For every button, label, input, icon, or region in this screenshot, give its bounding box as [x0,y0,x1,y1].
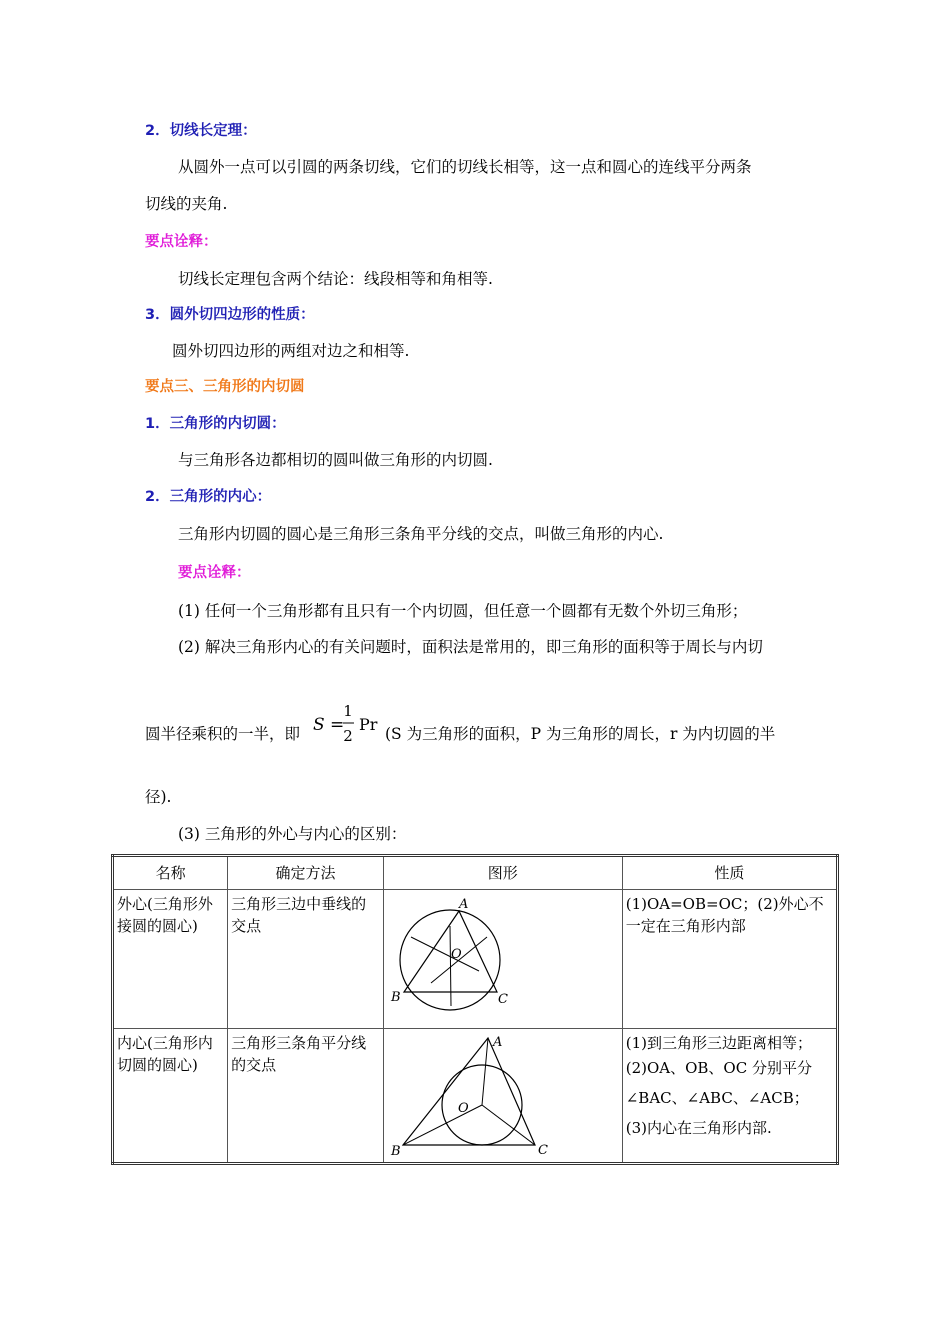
triangle-abc [403,1038,535,1145]
formula-numerator: 1 [343,702,353,720]
note-item-3: (3) 三角形的外心与内心的区别： [178,825,407,843]
incenter-title: 2．三角形的内心： [145,489,272,505]
section-2-body-line1: 从圆外一点可以引圆的两条切线，它们的切线长相等，这一点和圆心的连线平分两条 [178,158,752,176]
label-b: B [390,990,401,1005]
table-row [113,1029,838,1164]
note-2-title: 要点诠释： [178,565,251,581]
label-b: B [390,1144,401,1156]
circumcenter-figure-cell [383,890,622,1029]
area-formula [311,697,383,757]
incenter-property-line1: (1)到三角形三边距离相等； [625,1034,812,1052]
section-3-body: 圆外切四边形的两组对边之和相等. [172,342,410,360]
formula-denominator: 2 [343,727,353,745]
header-method: 确定方法 [228,856,384,890]
circumcenter-method: 三角形三边中垂线的交点 [228,890,384,1029]
bisector-c [482,1105,535,1145]
note-item-1: (1) 任何一个三角形都有且只有一个内切圆，但任意一个圆都有无数个外切三角形； [178,602,748,620]
note-item-2-line3: 径). [145,788,172,806]
incenter-property-line3: ∠BAC、∠ABC、∠ACB； [625,1089,809,1107]
perp-bisector-bc [450,926,451,1006]
note-item-2-line1: (2) 解决三角形内心的有关问题时，面积法是常用的，即三角形的面积等于周长与内切 [178,638,763,656]
incenter-figure-cell [383,1029,622,1164]
note-1-title: 要点诠释： [145,234,218,250]
section-3-title: 3．圆外切四边形的性质： [145,307,315,323]
label-a: A [458,897,469,912]
label-c: C [497,992,508,1007]
bisector-a [482,1038,488,1105]
incenter-property-line4: (3)内心在三角形内部. [625,1119,772,1137]
note-item-2-line2-pre: 圆半径乘积的一半，即 [145,725,301,743]
incenter-property [622,1029,837,1164]
header-name: 名称 [113,856,228,890]
label-c: C [537,1143,548,1156]
note-item-2-line2-post: (S 为三角形的面积，P 为三角形的周长，r 为内切圆的半 [385,725,776,743]
label-o: O [457,1101,469,1116]
table-row [113,890,838,1029]
circumcenter-diagram [387,893,613,1017]
section-2-body-line2: 切线的夹角. [145,195,228,213]
incenter-diagram [387,1032,613,1156]
incenter-name: 内心(三角形内切圆的圆心) [113,1029,228,1164]
incenter-body: 三角形内切圆的圆心是三角形三条角平分线的交点，叫做三角形的内心. [178,525,664,543]
incircle-title: 1．三角形的内切圆： [145,416,286,432]
comparison-table [111,854,839,1165]
formula-lhs: S = [313,715,345,735]
incenter-method: 三角形三条角平分线的交点 [228,1029,384,1164]
formula-rhs: Pr [359,715,378,734]
incenter-property-line2: (2)OA、OB、OC 分别平分 [625,1059,812,1077]
part-3-title: 要点三、三角形的内切圆 [145,379,305,395]
header-figure: 图形 [383,856,622,890]
label-a: A [492,1035,503,1050]
incircle-body: 与三角形各边都相切的圆叫做三角形的内切圆. [178,451,493,469]
note-1-body: 切线长定理包含两个结论：线段相等和角相等. [178,270,493,288]
label-o: O [450,947,462,962]
header-property: 性质 [622,856,837,890]
circumcenter-name: 外心(三角形外接圆的圆心) [113,890,228,1029]
section-2-title: 2．切线长定理： [145,123,257,139]
circumcenter-property: (1)OA=OB=OC；(2)外心不一定在三角形内部 [622,890,837,1029]
table-header-row [113,856,838,890]
